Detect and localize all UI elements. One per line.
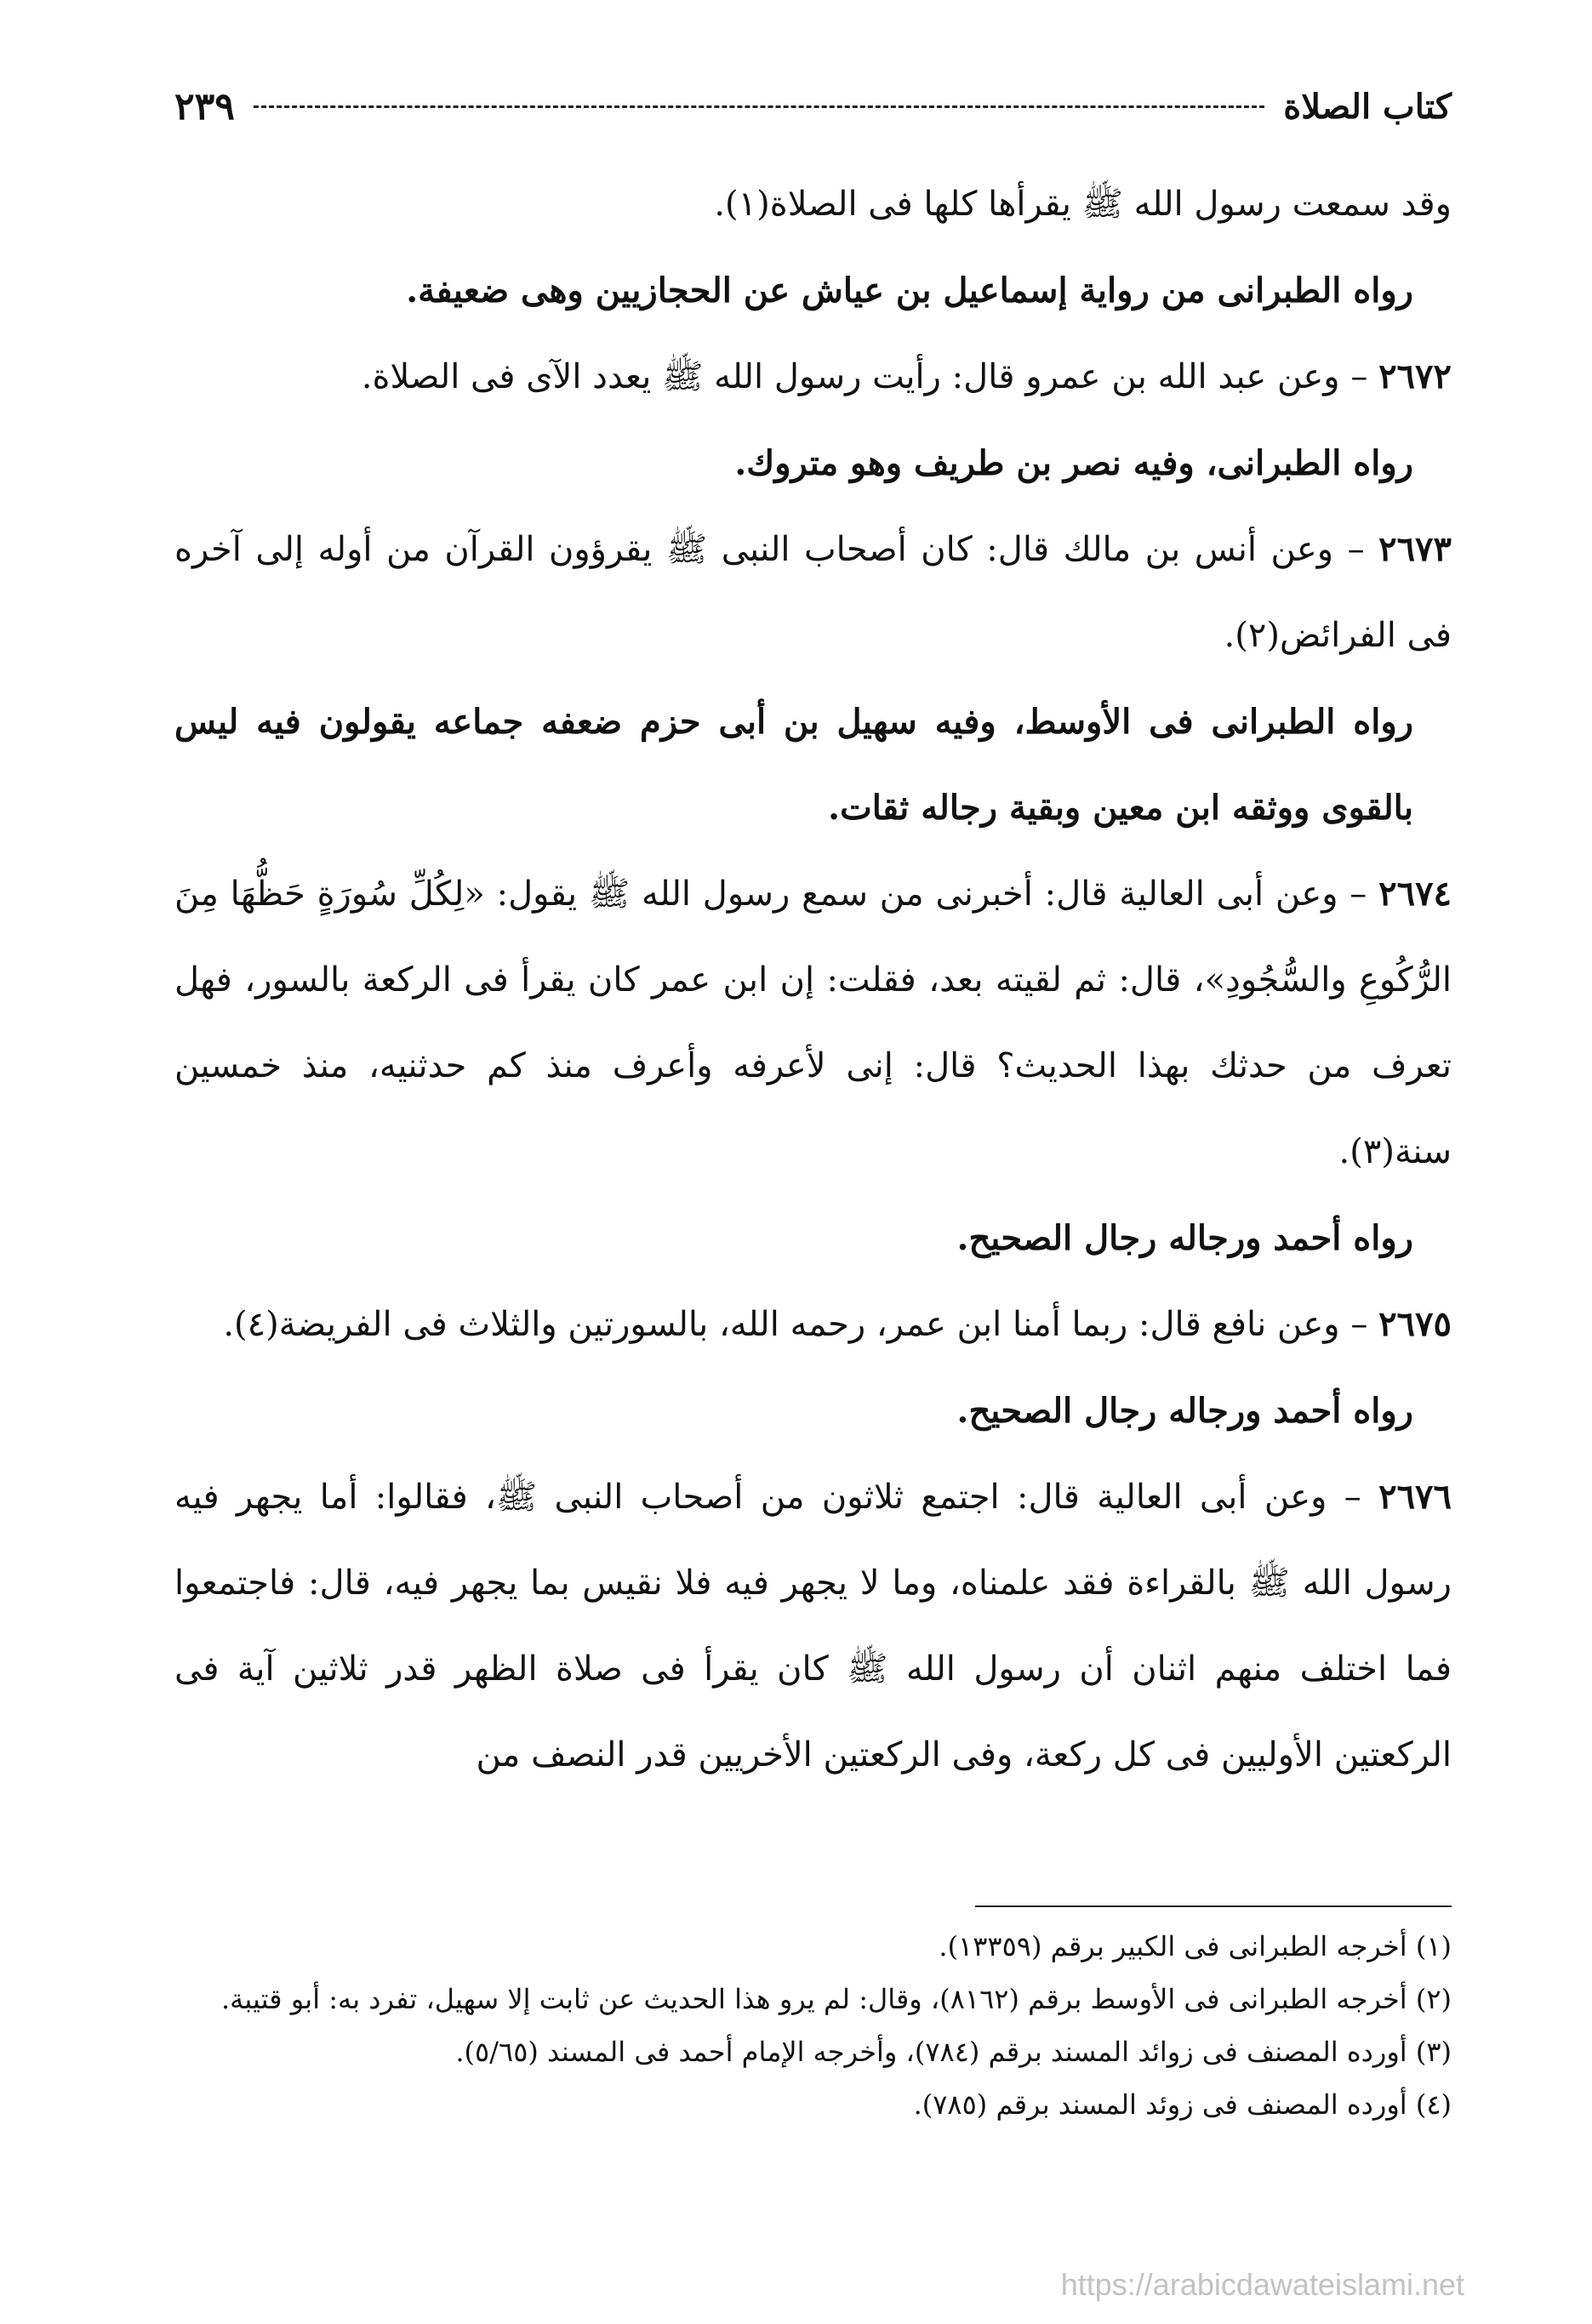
paragraph-text: وعن أبى العالية قال: أخبرنى من سمع رسول الله ﷺ يقول: «لِكُلِّ سُورَةٍ حَظُّهَا مِنَ الرُّكُوعِ والسُّجُودِ»، قال: ثم لقيته بعد، فقلت: إن ابن عمر كان يقرأ فى الركعة بالسور، فهل تعرف من حدثك بهذا الحديث؟ قال: إنى لأعرفه وأعرف منذ كم حدثنيه، منذ خمسين سنة(٣). [174,874,1452,1171]
paragraph-text: وعن أنس بن مالك قال: كان أصحاب النبى ﷺ يقرؤون القرآن من أوله إلى آخره فى الفرائض(٢). [174,530,1452,655]
narration-note [174,248,1452,333]
header-dashed-rule [254,105,1264,108]
narration-note [174,679,1452,851]
hadith-number: ٢٦٧٢ [1378,356,1452,396]
dash: – [1339,357,1368,396]
paragraph-continuation [174,162,1452,248]
narration-note [174,1368,1452,1454]
dash: – [1333,530,1365,569]
hadith-number: ٢٦٧٥ [1378,1304,1452,1344]
hadith-2673 [174,506,1452,679]
hadith-number: ٢٦٧٣ [1378,529,1452,569]
hadith-2676 [174,1454,1452,1798]
footnote-1: (١) أخرجه الطبرانى فى الكبير برقم (١٣٣٥٩). [939,1930,1452,1962]
paragraph-text: رواه الطبرانى فى الأوسط، وفيه سهيل بن أبى حزم ضعفه جماعه يقولون فيه ليس بالقوى ووثقه ابن معين وبقية رجاله ثقات. [174,702,1413,828]
footnote-2: (٢) أخرجه الطبرانى فى الأوسط برقم (٨١٦٢)، وقال: لم يرو هذا الحديث عن ثابت إلا سهيل، تفرد به: أبو قتيبة. [220,1983,1452,2015]
dash: – [1327,1478,1361,1517]
paragraph-text: وعن نافع قال: ربما أمنا ابن عمر، رحمه الله، بالسورتين والثلاث فى الفريضة(٤). [223,1305,1340,1344]
paragraph-text: رواه الطبرانى، وفيه نصر بن طريف وهو متروك. [734,443,1413,483]
hadith-number: ٢٦٧٦ [1378,1477,1452,1517]
paragraph-text: وعن عبد الله بن عمرو قال: رأيت رسول الله ﷺ يعدد الآى فى الصلاة. [361,357,1340,396]
hadith-2675 [174,1281,1452,1368]
hadith-2672 [174,333,1452,420]
running-header [174,81,1452,132]
paragraph-text: رواه الطبرانى من رواية إسماعيل بن عياش عن الحجازيين وهى ضعيفة. [406,271,1413,310]
footnote-3: (٣) أورده المصنف فى زوائد المسند برقم (٧٨٤)، وأخرجه الإمام أحمد فى المسند (٥/٦٥). [455,2036,1452,2068]
dash: – [1338,874,1367,914]
narration-note [174,420,1452,506]
paragraph-text: رواه أحمد ورجاله رجال الصحيح. [956,1391,1413,1431]
footnotes [174,1905,1452,2133]
paragraph-text: وقد سمعت رسول الله ﷺ يقرأها كلها فى الصلاة(١). [714,185,1452,224]
hadith-number: ٢٦٧٤ [1378,874,1452,914]
footnote-4: (٤) أورده المصنف فى زوئد المسند برقم (٧٨٥). [913,2088,1452,2121]
hadith-2674 [174,851,1452,1195]
narration-note [174,1195,1452,1281]
page-number: ٢٣٩ [174,84,235,128]
main-text [174,162,1452,1798]
chapter-title: كتاب الصلاة [1283,86,1452,127]
paragraph-text: رواه أحمد ورجاله رجال الصحيح. [956,1218,1413,1258]
footnote-separator [975,1905,1452,1907]
watermark-url: https://arabicdawateislami.net [1060,2267,1464,2302]
dash: – [1339,1305,1368,1344]
paragraph-text: وعن أبى العالية قال: اجتمع ثلاثون من أصحاب النبى ﷺ، فقالوا: أما يجهر فيه رسول الله ﷺ بالقراءة فقد علمناه، وما لا يجهر فيه فلا نقيس بما يجهر فيه، قال: فاجتمعوا فما اختلف منهم اثنان أن رسول الله ﷺ كان يقرأ فى صلاة الظهر قدر ثلاثين آية فى الركعتين الأوليين فى كل ركعة، وفى الركعتين الأخريين قدر النصف من [174,1478,1452,1774]
